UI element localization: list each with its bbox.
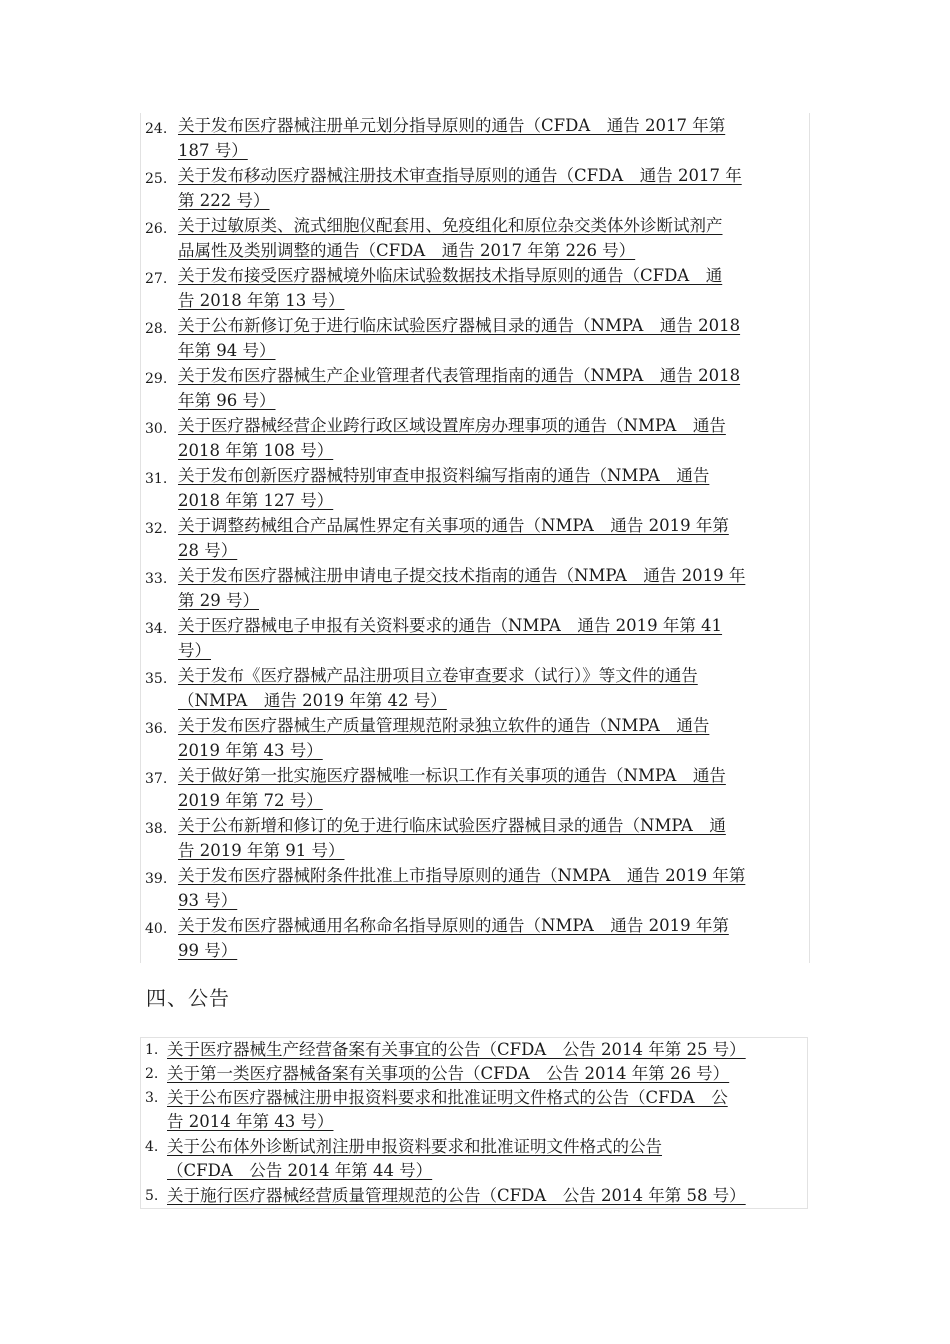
item-link-text[interactable]: 告 2014 年第 43 号） [167,1112,334,1131]
item-link-text[interactable]: 关于发布医疗器械生产企业管理者代表管理指南的通告（NMPA 通告 2018 [178,366,741,385]
list-item[interactable] [141,763,809,813]
item-number: 32. [145,521,168,537]
item-link-text[interactable]: 关于调整药械组合产品属性界定有关事项的通告（NMPA 通告 2019 年第 [178,516,729,535]
list-item[interactable] [141,363,809,413]
list-item[interactable] [141,463,809,513]
item-link-text[interactable]: 年第 96 号） [178,391,276,410]
list-item[interactable] [141,563,809,613]
announcement-list [140,1037,808,1209]
list-item[interactable] [141,913,809,963]
item-link-text[interactable]: 2019 年第 43 号） [178,741,323,760]
item-link-text[interactable]: 关于公布新修订免于进行临床试验医疗器械目录的通告（NMPA 通告 2018 [178,316,741,335]
item-link-text[interactable]: 关于发布医疗器械注册申请电子提交技术指南的通告（NMPA 通告 2019 年 [178,566,746,585]
item-number: 40. [145,921,168,937]
item-link-text[interactable]: 第 222 号） [178,191,270,210]
item-link-text[interactable]: 187 号） [178,141,248,160]
item-link-text[interactable]: 年第 94 号） [178,341,276,360]
item-link-text[interactable]: 关于发布医疗器械注册单元划分指导原则的通告（CFDA 通告 2017 年第 [178,116,726,135]
item-link-text[interactable]: 关于第一类医疗器械备案有关事项的公告（CFDA 公告 2014 年第 26 号） [167,1064,730,1083]
item-link-text[interactable]: 93 号） [178,891,238,910]
item-link-text[interactable]: 号） [178,641,211,660]
list-item[interactable] [141,1086,807,1135]
item-number: 26. [145,221,168,237]
item-number: 1. [145,1042,159,1058]
item-link-text[interactable]: 关于发布《医疗器械产品注册项目立卷审查要求（试行）》等文件的通告 [178,666,698,685]
item-number: 28. [145,321,168,337]
item-link-text[interactable]: 告 2019 年第 91 号） [178,841,345,860]
item-number: 4. [145,1139,159,1155]
item-link-text[interactable]: （NMPA 通告 2019 年第 42 号） [178,691,447,710]
list-item[interactable] [141,613,809,663]
item-link-text[interactable]: 2019 年第 72 号） [178,791,323,810]
item-link-text[interactable]: 99 号） [178,941,238,960]
item-link-text[interactable]: 关于过敏原类、流式细胞仪配套用、免疫组化和原位杂交类体外诊断试剂产 [178,216,723,235]
list-item[interactable] [141,863,809,913]
item-link-text[interactable]: 关于公布新增和修订的免于进行临床试验医疗器械目录的通告（NMPA 通 [178,816,726,835]
item-link-text[interactable]: 关于医疗器械经营企业跨行政区域设置库房办理事项的通告（NMPA 通告 [178,416,726,435]
item-link-text[interactable]: 2018 年第 108 号） [178,441,334,460]
item-link-text[interactable]: 关于发布医疗器械生产质量管理规范附录独立软件的通告（NMPA 通告 [178,716,710,735]
item-number: 2. [145,1066,159,1082]
item-link-text[interactable]: 关于发布移动医疗器械注册技术审查指导原则的通告（CFDA 通告 2017 年 [178,166,742,185]
item-link-text[interactable]: 关于医疗器械生产经营备案有关事宜的公告（CFDA 公告 2014 年第 25 号） [167,1040,746,1059]
item-number: 36. [145,721,168,737]
list-item[interactable] [141,213,809,263]
item-link-text[interactable]: 2018 年第 127 号） [178,491,334,510]
item-link-text[interactable]: 28 号） [178,541,238,560]
item-number: 27. [145,271,168,287]
item-number: 38. [145,821,168,837]
item-link-text[interactable]: 第 29 号） [178,591,259,610]
list-item[interactable] [141,313,809,363]
item-link-text[interactable]: 关于施行医疗器械经营质量管理规范的公告（CFDA 公告 2014 年第 58 号） [167,1186,746,1205]
list-item[interactable] [141,413,809,463]
list-item[interactable] [141,513,809,563]
item-number: 37. [145,771,168,787]
item-number: 31. [145,471,168,487]
item-number: 30. [145,421,168,437]
list-item[interactable] [141,263,809,313]
item-link-text[interactable]: （CFDA 公告 2014 年第 44 号） [167,1161,433,1180]
list-item[interactable] [141,163,809,213]
item-link-text[interactable]: 关于发布医疗器械通用名称命名指导原则的通告（NMPA 通告 2019 年第 [178,916,729,935]
item-link-text[interactable]: 关于公布体外诊断试剂注册申报资料要求和批准证明文件格式的公告 [167,1137,662,1156]
item-number: 5. [145,1188,159,1204]
item-number: 25. [145,171,168,187]
list-item[interactable] [141,713,809,763]
item-number: 34. [145,621,168,637]
item-link-text[interactable]: 关于公布医疗器械注册申报资料要求和批准证明文件格式的公告（CFDA 公 [167,1088,728,1107]
list-item[interactable] [141,813,809,863]
item-link-text[interactable]: 关于医疗器械电子申报有关资料要求的通告（NMPA 通告 2019 年第 41 [178,616,723,635]
item-number: 29. [145,371,168,387]
section-heading: 四、公告 [146,986,230,1010]
item-link-text[interactable]: 关于做好第一批实施医疗器械唯一标识工作有关事项的通告（NMPA 通告 [178,766,726,785]
item-number: 39. [145,871,168,887]
notice-list [140,113,810,963]
list-item[interactable] [141,1038,807,1062]
item-number: 3. [145,1090,159,1106]
list-item[interactable] [141,113,809,163]
item-link-text[interactable]: 告 2018 年第 13 号） [178,291,345,310]
item-link-text[interactable]: 关于发布接受医疗器械境外临床试验数据技术指导原则的通告（CFDA 通 [178,266,723,285]
list-item[interactable] [141,663,809,713]
item-number: 33. [145,571,168,587]
item-link-text[interactable]: 品属性及类别调整的通告（CFDA 通告 2017 年第 226 号） [178,241,636,260]
list-item[interactable] [141,1135,807,1184]
item-link-text[interactable]: 关于发布创新医疗器械特别审查申报资料编写指南的通告（NMPA 通告 [178,466,710,485]
list-item[interactable] [141,1184,807,1208]
item-number: 35. [145,671,168,687]
item-link-text[interactable]: 关于发布医疗器械附条件批准上市指导原则的通告（NMPA 通告 2019 年第 [178,866,746,885]
list-item[interactable] [141,1062,807,1086]
item-number: 24. [145,121,168,137]
